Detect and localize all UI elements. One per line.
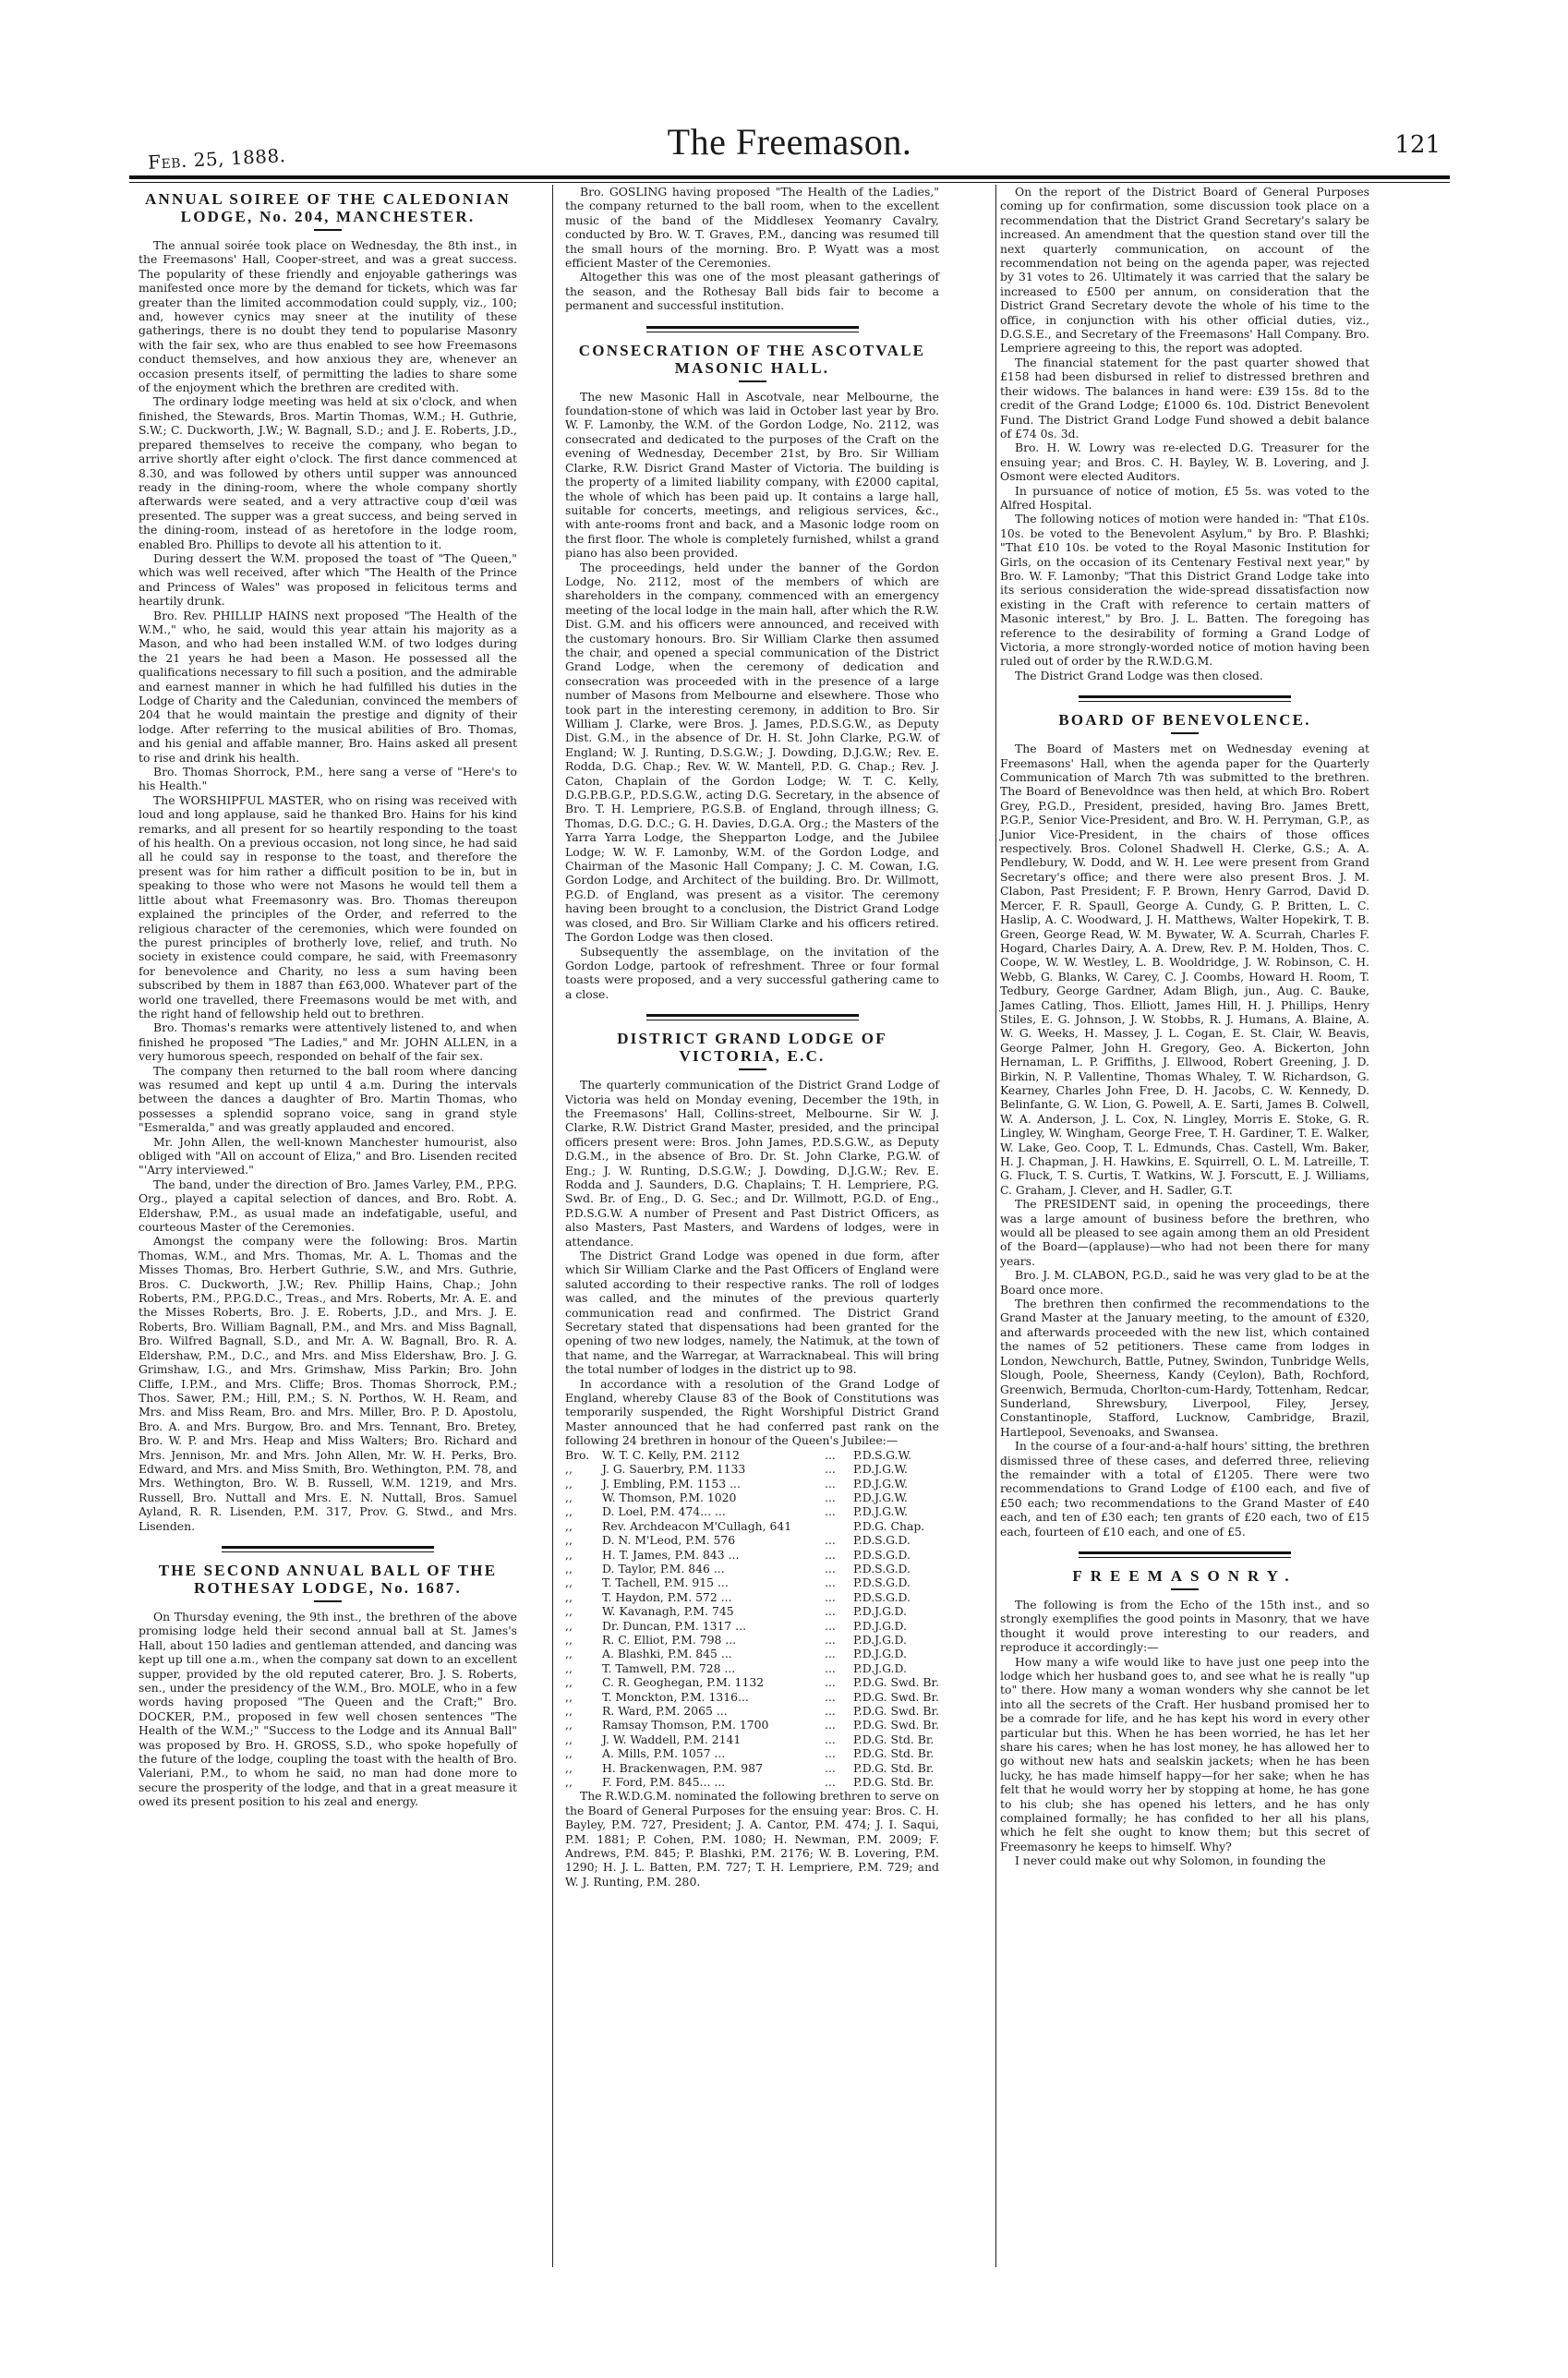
jubilee-list-row — [565, 1562, 939, 1575]
brother-name: C. R. Geoghegan, P.M. 1132 — [602, 1675, 765, 1690]
paragraph: In accordance with a resolution of the Grand Lodge of England, whereby Clause 83 of the Book of Constitutions was temporarily suspended, the Right Worshipful District Grand Master announced that he had conferred past rank on the following 24 brethren in honour of the Queen's Jubilee:— — [565, 1376, 939, 1448]
brother-name: T. Tamwell, P.M. 728 ... — [602, 1660, 736, 1675]
brother-name: A. Mills, P.M. 1057 ... — [602, 1746, 726, 1761]
paragraph: The ordinary lodge meeting was held at six o'clock, and when finished, the Stewards, Bros. Martin Thomas, W.M.; H. Guthrie, S.W.; C. Duckworth, J.W.; W. Bagnall, S.D.; and J. E. Roberts, J.D., prepared themselves to receive the company, who began to arrive shortly after eight o'clock. The first dance commenced at 8.30, and was followed by others until supper was announced ready in the dining-room, where the whole company shortly afterwards were seated, and a very attractive coup d'œil was presented. The supper was a great success, and being served in the dining-room, instead of as heretofore in the lodge room, enabled Bro. Phillips to devote all his attention to it. — [139, 394, 517, 551]
list-prefix: ,, — [565, 1718, 573, 1732]
list-prefix: ,, — [565, 1618, 573, 1633]
leader-dots: ... — [825, 1618, 836, 1633]
jubilee-list-row — [565, 1761, 939, 1775]
headline-dash — [1171, 732, 1199, 734]
conferred-rank: P.D.G. Std. Br. — [852, 1746, 935, 1761]
article-caledonian-soiree — [139, 190, 517, 1533]
jubilee-list-row — [565, 1732, 939, 1746]
leader-dots: ... — [825, 1604, 836, 1619]
paragraph: The Board of Masters met on Wednesday evening at Freemasons' Hall, when the agenda paper for the Quarterly Communication of March 7th was submitted to the brethren. The Board of Benevoldnce was then held, at which Bro. Robert Grey, P.G.D., President, presided, having Bro. James Brett, P.G.P., Senior Vice-President, and Bro. W. H. Perryman, G.P., as Junior Vice-President, in the chairs of those offices respectively. Bros. Colonel Shadwell H. Clerke, G.S.; A. A. Pendlebury, W. Dodd, and W. H. Lee were present from Grand Secretary's office; and there were also present Bros. J. M. Clabon, Past President; F. P. Brown, Henry Garrod, David D. Mercer, F. R. Spaull, George A. Cundy, G. P. Britten, L. C. Haslip, A. C. Woodward, J. H. Matthews, Walter Hopekirk, T. B. Green, George Read, W. M. Bywater, W. A. Scurrah, Charles F. Hogard, Charles Dairy, A. A. Drew, Rev. P. M. Holden, Thos. C. Coope, W. W. Westley, L. B. Wooldridge, J. W. Robinson, C. H. Webb, G. Blanks, W. Carey, C. J. Coombs, Howard H. Room, T. Tedbury, George Gardner, Adam Bligh, jun., Aug. C. Bauke, James Catling, Thos. Elliott, James Hill, H. J. Phillips, Henry Stiles, E. G. Johnson, J. W. Stobbs, R. J. Humans, A. Blaine, A. W. G. Weeks, H. Massey, J. L. Cogan, E. St. Clair, W. Beavis, George Palmer, John H. Gregory, Geo. A. Bickerton, John Hernaman, L. P. Griffiths, J. Ellwood, Robert Greening, J. D. Birkin, N. P. Vallentine, Thomas Whaley, T. W. Richardson, G. Kearney, Charles John Free, D. H. Jacobs, C. W. Kennedy, D. Belinfante, G. W. Lion, G. Powell, A. E. Sarti, James B. Colwell, W. A. Anderson, J. L. Cox, N. Lingley, Morris E. Stoke, G. R. Lingley, W. Wingham, George Free, T. H. Gardiner, T. E. Walker, W. Lake, Geo. Coop, T. L. Edmunds, Chas. Castell, Wm. Baker, H. J. Chapman, J. H. Hawkins, E. Squirrell, O. L. M. Latreille, T. G. Fluck, T. S. Curtis, T. Watkins, W. J. Forscutt, E. J. Williams, C. Graham, J. Clever, and H. Sadler, G.T. — [1000, 742, 1369, 1197]
jubilee-list-row — [565, 1675, 939, 1689]
article-headline: FREEMASONRY. — [1072, 1566, 1297, 1585]
conferred-rank: P.D.G. Std. Br. — [852, 1760, 935, 1775]
section-divider — [1079, 1551, 1291, 1558]
page-number: 121 — [1394, 131, 1441, 159]
conferred-rank: P.D.G. Std. Br. — [852, 1775, 935, 1790]
conferred-rank: P.D.S.G.D. — [852, 1533, 911, 1548]
conferred-rank: P.D.G. Swd. Br. — [852, 1704, 939, 1718]
jubilee-list-row — [565, 1533, 939, 1547]
brother-name: D. Taylor, P.M. 846 ... — [602, 1561, 725, 1575]
list-prefix: ,, — [565, 1561, 573, 1575]
list-prefix: ,, — [565, 1533, 573, 1548]
masthead-rule-thin — [129, 182, 1450, 183]
headline-dash — [739, 1068, 766, 1070]
brother-name: Ramsay Thomson, P.M. 1700 — [602, 1718, 769, 1732]
brother-name: R. C. Elliot, P.M. 798 ... — [602, 1632, 737, 1647]
section-divider — [646, 1014, 859, 1020]
leader-dots: ... — [825, 1746, 836, 1761]
conferred-rank: P.D.J.G.W. — [852, 1476, 908, 1491]
paragraph: During dessert the W.M. proposed the toast of "The Queen," which was well received, after which "The Health of the Prince and Princess of Wales" was proposed in felicitous terms and heartily drunk. — [139, 550, 517, 609]
list-prefix: ,, — [565, 1775, 573, 1790]
paragraph: The brethren then confirmed the recommendations to the Grand Master at the January meeting, to the amount of £320, and afterwards proceeded with the new list, which contained the names of 52 petitioners. These came from lodges in London, Newchurch, Battle, Putney, Swindon, Tunbridge Wells, Slough, Poole, Sheerness, Kandy (Ceylon), Bath, Rochford, Greenwich, Bermuda, Chorlton-cum-Hardy, Tottenham, Redcar, Sunderland, Shrewsbury, Liverpool, Filey, Jersey, Constantinople, Stafford, Lucknow, Cambridge, Brazil, Hartlepool, Sevenoaks, and Swansea. — [1000, 1297, 1369, 1439]
jubilee-list-row — [565, 1746, 939, 1760]
conferred-rank: P.D.G. Swd. Br. — [852, 1689, 939, 1704]
column-1 — [139, 185, 517, 1809]
jubilee-list-row — [565, 1647, 939, 1660]
list-prefix: ,, — [565, 1518, 573, 1533]
leader-dots: ... — [825, 1504, 836, 1519]
list-prefix: ,, — [565, 1476, 573, 1491]
section-divider — [646, 326, 859, 332]
conferred-rank: P.D.G. Swd. Br. — [852, 1718, 939, 1732]
jubilee-list-row — [565, 1775, 939, 1789]
headline-dash — [1171, 1588, 1199, 1590]
paragraph: Bro. Rev. PHILLIP HAINS next proposed "The Health of the W.M.," who, he said, would this year attain his majority as a Mason, and who had been installed W.M. of two lodges during the 21 years he had been a Mason. He possessed all the qualifications necessary to fill such a position, and the admirable and earnest manner in which he had fulfilled his duties in the Lodge of Charity and the Caledunian, convinced the members of 204 that he would maintain the prestige and dignity of their lodge. After referring to the musical abilities of Bro. Thomas, and his genial and affable manner, Bro. Hains asked all present to rise and drink his health. — [139, 608, 517, 765]
leader-dots: ... — [825, 1447, 836, 1462]
masthead-rule — [129, 175, 1450, 179]
conferred-rank: P.D.S.G.D. — [852, 1575, 911, 1590]
paragraph: Bro. GOSLING having proposed "The Health of the Ladies," the company returned to the ball room, when to the excellent music of the band of the Middlesex Yeomanry Cavalry, conducted by Bro. W. T. Graves, P.M., dancing was resumed till the small hours of the morning. Bro. P. Wyatt was a most efficient Master of the Ceremonies. — [565, 185, 939, 271]
jubilee-list-row — [565, 1633, 939, 1647]
list-prefix: ,, — [565, 1462, 573, 1477]
conferred-rank: P.D.S.G.W. — [852, 1447, 912, 1462]
paragraph: How many a wife would like to have just one peep into the lodge which her husband goes to, and see what he is really "up to" there. How many a woman wonders why she cannot be let into all the secrets of the Craft. Her husband promised her to be a comrade for life, and he has kept his word in every other particular but this. When he has been worried, he has let her share his cares; when he has lost money, he has allowed her to go without new hats and sealskin jackets; when he has been lucky, he has made himself happy—for her sake; when he has felt that he would worry her by stopping at home, he has gone to his club; she has opened his letters, and he has only complained formally; he has confided to her all his plans, which he felt she ought to know them; but this secret of Freemasonry he keeps to himself. Why? — [1000, 1654, 1369, 1853]
brother-name: F. Ford, P.M. 845... ... — [602, 1775, 726, 1790]
leader-dots: ... — [825, 1718, 836, 1732]
article-district-grand-lodge-victoria-continued — [1000, 185, 1369, 682]
paragraph: Mr. John Allen, the well-known Manchester humourist, also obliged with "All on account of Eliza," and Bro. Lisenden recited "'Arry interviewed." — [139, 1134, 517, 1177]
conferred-rank: P.D.J.G.D. — [852, 1618, 907, 1633]
paragraph: The following notices of motion were handed in: "That £10s. 10s. be voted to the Benevolent Asylum," by Bro. P. Blashki; "That £10 10s. be voted to the Royal Masonic Institution for Girls, on the occasion of its Centenary Festival next year," by Bro. W. F. Lamonby; "That this District Grand Lodge take into its serious consideration the wide-spread dissatisfaction now existing in the Craft with reference to certain matters of Masonic interest," by Bro. J. L. Batten. The foregoing has reference to the desirability of forming a Grand Lodge of Victoria, a more strongly-worded notice of motion having been ruled out of order by the R.W.D.G.M. — [1000, 512, 1369, 669]
paragraph: The PRESIDENT said, in opening the proceedings, there was a large amount of business before the brethren, who would all be pleased to see again among them an old President of the Board—(applause)—who had not been there for many years. — [1000, 1197, 1369, 1268]
leader-dots: ... — [825, 1632, 836, 1647]
list-prefix: ,, — [565, 1689, 573, 1704]
leader-dots: ... — [825, 1533, 836, 1548]
jubilee-list-row — [565, 1548, 939, 1562]
jubilee-list-row — [565, 1690, 939, 1704]
conferred-rank: P.D.G. Std. Br. — [852, 1732, 935, 1746]
leader-dots: ... — [825, 1760, 836, 1775]
column-3 — [1000, 185, 1369, 1868]
conferred-rank: P.D.G. Swd. Br. — [852, 1675, 939, 1690]
jubilee-list-row — [565, 1519, 939, 1533]
paragraph: The band, under the direction of Bro. James Varley, P.M., P.P.G. Org., played a capital selection of dances, and Bro. Robt. A. Eldershaw, P.M., as usual made an indefatigable, useful, and courteous Master of the Ceremonies. — [139, 1177, 517, 1235]
paragraph: The annual soirée took place on Wednesday, the 8th inst., in the Freemasons' Hall, Cooper-street, and was a great success. The popularity of these friendly and enjoyable gatherings was manifested once more by the demand for tickets, which was far greater than the limited accommodation could supply, viz., 100; and, however cynics may sneer at the inutility of these gatherings, there is no doubt they tend to popularise Masonry with the fair sex, who are thus enabled to see how Freemasons conduct themselves, and how anxious they are, whenever an occasion presents itself, of permitting the ladies to share some of the enjoyment which the brethren are credited with. — [139, 238, 517, 395]
list-prefix: ,, — [565, 1490, 573, 1504]
brother-name: W. Thomson, P.M. 1020 — [602, 1490, 737, 1504]
paragraph: In pursuance of notice of motion, £5 5s. was voted to the Alfred Hospital. — [1000, 483, 1369, 512]
article-headline: THE SECOND ANNUAL BALL OF THE ROTHESAY LODGE, No. 1687. — [158, 1561, 498, 1597]
list-prefix: ,, — [565, 1732, 573, 1746]
jubilee-list-row — [565, 1704, 939, 1718]
list-prefix: ,, — [565, 1675, 573, 1690]
leader-dots: ... — [825, 1476, 836, 1491]
brother-name: D. N. M'Leod, P.M. 576 — [602, 1533, 736, 1548]
conferred-rank: P.D.J.G.W. — [852, 1462, 908, 1477]
jubilee-list-row — [565, 1604, 939, 1618]
leader-dots: ... — [825, 1689, 836, 1704]
brother-name: R. Ward, P.M. 2065 ... — [602, 1704, 728, 1718]
paragraph: Subsequently the assemblage, on the invitation of the Gordon Lodge, partook of refreshment. Three or four formal toasts were proposed, and a very successful gathering came to a close. — [565, 944, 939, 1001]
paragraph: The R.W.D.G.M. nominated the following brethren to serve on the Board of General Purposes for the ensuing year: Bros. C. H. Bayley, P.M. 727, President; J. A. Cantor, P.M. 474; J. I. Saqui, P.M. 1881; P. Cohen, P.M. 1080; H. Newman, P.M. 2009; F. Andrews, P.M. 845; P. Blashki, P.M. 2176; W. B. Lovering, P.M. 1290; H. J. L. Batten, P.M. 727; T. H. Lempriere, P.M. 729; and W. J. Runting, P.M. 280. — [565, 1789, 939, 1889]
paragraph: Bro. Thomas Shorrock, P.M., here sang a verse of "Here's to his Health." — [139, 765, 517, 793]
brother-name: W. T. C. Kelly, P.M. 2112 — [602, 1447, 740, 1462]
paragraph: The new Masonic Hall in Ascotvale, near Melbourne, the foundation-stone of which was laid in October last year by Bro. W. F. Lamonby, the W.M. of the Gordon Lodge, No. 2112, was consecrated and dedicated to the purposes of the Craft on the evening of Wednesday, December 21st, by Bro. Sir William Clarke, R.W. Disrict Grand Master of Victoria. The building is the property of a limited liability company, with £2000 capital, the whole of which has been paid up. It contains a large hall, suitable for concerts, meetings, and religious services, &c., with ante-rooms front and back, and a Masonic lodge room on the first floor. The whole is completely furnished, whilst a grand piano has also been provided. — [565, 389, 939, 561]
paragraph: Bro. J. M. CLABON, P.G.D., said he was very glad to be at the Board once more. — [1000, 1268, 1369, 1297]
jubilee-list-row — [565, 1448, 939, 1462]
conferred-rank: P.D.J.G.D. — [852, 1647, 907, 1661]
article-headline: CONSECRATION OF THE ASCOTVALE MASONIC HALL. — [578, 341, 926, 377]
brother-name: J. Embling, P.M. 1153 ... — [602, 1476, 741, 1491]
article-ascotvale-consecration — [565, 342, 939, 1001]
conferred-rank: P.D.J.G.D. — [852, 1604, 907, 1619]
leader-dots: ... — [825, 1660, 836, 1675]
paragraph: I never could make out why Solomon, in founding the — [1015, 1853, 1326, 1868]
paragraph: The proceedings, held under the banner of the Gordon Lodge, No. 2112, most of the members of which are shareholders in the company, commenced with an emergency meeting of the local lodge in the main hall, after which the R.W. Dist. G.M. and his officers were announced, and received with the customary honours. Bro. Sir William Clarke then assumed the chair, and opened a special communication of the District Grand Lodge, when the ceremony of dedication and consecration was proceeded with in the presence of a large number of Masons from Melbourne and elsewhere. Those who took part in the interesting ceremony, in addition to Bro. Sir William J. Clarke, were Bros. J. James, P.D.S.G.W., as Deputy Dist. G.M., in the absence of Dr. H. St. John Clarke, P.G.W. of England; W. J. Runting, D.S.G.W.; J. Dowding, D.J.G.W.; Rev. E. Rodda, D.G. Chap.; Rev. W. W. Mantell, P.D. G. Chap.; Rev. J. Caton, Chaplain of the Gordon Lodge; W. T. C. Kelly, D.G.P.B.G.P., P.D.S.G.W., acting D.G. Secretary, in the absence of Bro. T. H. Lempriere, P.G.S.B. of England, through illness; G. Thomas, D.G. D.C.; G. H. Davies, D.G.A. Org.; the Masters of the Yarra Yarra Lodge, the Shepparton Lodge, and the Jubilee Lodge; W. W. F. Lamonby, W.M. of the Gordon Lodge, and Chairman of the Masonic Hall Company; J. C. M. Cowan, I.G. Gordon Lodge, and Architect of the building. Bro. Dr. Willmott, P.G.D. of England, was present as a visitor. The ceremony having been brought to a conclusion, the District Grand Lodge was closed, and Bro. Sir William Clarke and his officers retired. The Gordon Lodge was then closed. — [565, 560, 939, 945]
column-divider — [995, 185, 996, 2267]
leader-dots: ... — [825, 1561, 836, 1575]
list-prefix: ,, — [565, 1589, 573, 1604]
list-prefix: ,, — [565, 1632, 573, 1647]
brother-name: W. Kavanagh, P.M. 745 — [602, 1604, 734, 1619]
paragraph: The following is from the Echo of the 15th inst., and so strongly exemplifies the good points in Masonry, that we have thought it would prove interesting to our readers, and reproduce it accordingly:— — [1000, 1597, 1369, 1655]
paragraph: The District Grand Lodge was opened in due form, after which Sir William Clarke and the Past Officers of England were saluted according to their respective ranks. The roll of lodges was called, and the minutes of the previous quarterly communication read and confirmed. The District Grand Secretary stated that dispensations had been granted for the opening of two new lodges, namely, the Natimuk, at the town of that name, and the Warregar, at Warracknabeal. This will bring the total number of lodges in the district up to 98. — [565, 1249, 939, 1377]
list-prefix: ,, — [565, 1504, 573, 1519]
jubilee-list-row — [565, 1619, 939, 1633]
paragraph: Altogether this was one of the most pleasant gatherings of the season, and the Rothesay Ball bids fair to become a permanent and successful institution. — [565, 270, 939, 313]
issue-date: Feb. 25, 1888. — [147, 144, 287, 174]
jubilee-honours-list — [565, 1448, 939, 1790]
brother-name: H. Brackenwagen, P.M. 987 — [602, 1760, 763, 1775]
jubilee-list-row — [565, 1661, 939, 1675]
paragraph: The company then returned to the ball room where dancing was resumed and kept up until 4 a.m. During the intervals between the dances a daughter of Bro. Martin Thomas, who possesses a splendid soprano voice, sang in grand style "Esmeralda," and was greatly applauded and encored. — [139, 1063, 517, 1135]
list-prefix: ,, — [565, 1760, 573, 1775]
list-prefix: ,, — [565, 1647, 573, 1661]
paragraph: In the course of a four-and-a-half hours' sitting, the brethren dismissed three of these cases, and deferred three, relieving the remainder with a total of £1205. There were two recommendations to Grand Lodge of £100 each, and five of £50 each; two recommendations to the Grand Master of £40 each, and ten of £30 each; ten grants of £20 each, two of £15 each, fourteen of £10 each, and one of £5. — [1000, 1439, 1369, 1539]
jubilee-list-row — [565, 1477, 939, 1491]
article-headline: ANNUAL SOIREE OF THE CALEDONIAN LODGE, No. 204, MANCHESTER. — [145, 190, 511, 225]
paragraph: Amongst the company were the following: Bros. Martin Thomas, W.M., and Mrs. Thomas, Mr. A. L. Thomas and the Misses Thomas, Bro. Herbert Guthrie, S.W., and Mrs. Guthrie, Bros. C. Duckworth, J.W.; Rev. Phillip Hains, Chap.; John Roberts, P.M., P.P.G.D.C., Treas., and Mrs. Roberts, Mr. A. E. and the Misses Roberts, Bro. J. E. Roberts, J.D., and Mrs. J. E. Roberts, Bro. William Bagnall, P.M., and Mrs. and Miss Bagnall, Bro. Wilfred Bagnall, S.D., and Mr. A. W. Bagnall, Bro. R. A. Eldershaw, P.M., D.C., and Mrs. and Miss Eldershaw, Bro. J. G. Grimshaw, I.G., and Mrs. Grimshaw, Miss Parkin; Bro. John Cliffe, I.P.M., and Mrs. Cliffe; Bros. Thomas Shorrock, P.M.; Thos. Sawer, P.M.; Hill, P.M.; S. N. Porthos, W. H. Ream, and Mrs. and Miss Ream, Bro. and Mrs. Miller, Bro. P. D. Apostolu, Bro. A. and Mrs. Burgow, Bro. and Mrs. Tennant, Bro. Bretey, Bro. W. P. and Mrs. Heap and Miss Walters; Bro. Richard and Mrs. Jennison, Mr. and Mrs. John Allen, Mr. W. H. Perks, Bro. Edward, and Mrs. and Miss Smith, Bro. Wethington, P.M. 78, and Mrs. Wethington, Bro. W. B. Russell, W.M. 1219, and Mrs. Russell, Bro. Nuttall and Mrs. E. N. Nuttall, Bros. Samuel Ayland, R. R. Lisenden, P.M. 317, Prov. G. Stwd., and Mrs. Lisenden. — [139, 1234, 517, 1533]
leader-dots: ... — [825, 1775, 836, 1790]
article-headline: DISTRICT GRAND LODGE OF VICTORIA, E.C. — [617, 1030, 887, 1066]
jubilee-list-row — [565, 1491, 939, 1504]
conferred-rank: P.D.J.G.W. — [852, 1490, 908, 1504]
leader-dots: ... — [825, 1490, 836, 1504]
list-prefix: ,, — [565, 1604, 573, 1619]
paragraph: The WORSHIPFUL MASTER, who on rising was received with loud and long applause, said he thanked Bro. Hains for his kind remarks, and all present for so heartily responding to the toast of his health. On a previous occasion, not long since, he had said all he could say in response to the toast, and therefore the present was for him rather a difficult position to be in, but in speaking to those who were not Masons he would tell them a little about what Freemasonry was. Bro. Thomas thereupon explained the principles of the Order, and referred to the religious character of the ceremonies, which were founded on the purest principles of brotherly love, relief, and truth. No society in existence could compare, he said, with Freemasonry for benevolence and Charity, no less a sum having been subscribed by them in 1887 than £63,000. Whatever part of the world one travelled, there Freemasons would be met with, and the right hand of fellowship held out to brethren. — [139, 792, 517, 1020]
leader-dots: ... — [825, 1675, 836, 1690]
paragraph: The District Grand Lodge was then closed. — [1015, 668, 1263, 682]
conferred-rank: P.D.J.G.D. — [852, 1660, 907, 1675]
section-divider — [1079, 695, 1291, 702]
headline-dash — [739, 380, 766, 382]
conferred-rank: P.D.G. Chap. — [852, 1518, 925, 1533]
leader-dots: ... — [825, 1547, 836, 1562]
brother-name: T. Haydon, P.M. 572 ... — [602, 1589, 732, 1604]
article-headline: BOARD OF BENEVOLENCE. — [1058, 711, 1311, 730]
conferred-rank: P.D.S.G.D. — [852, 1589, 911, 1604]
conferred-rank: P.D.S.G.D. — [852, 1547, 911, 1562]
article-board-of-benevolence — [1000, 711, 1369, 1539]
conferred-rank: P.D.S.G.D. — [852, 1561, 911, 1575]
jubilee-list-row — [565, 1575, 939, 1589]
jubilee-list-row — [565, 1718, 939, 1732]
list-prefix: ,, — [565, 1575, 573, 1590]
brother-name: J. W. Waddell, P.M. 2141 — [602, 1732, 742, 1746]
section-divider — [222, 1546, 434, 1552]
brother-name: T. Tachell, P.M. 915 ... — [602, 1575, 729, 1590]
paragraph: On Thursday evening, the 9th inst., the brethren of the above promising lodge held their second annual ball at St. James's Hall, about 150 ladies and gentleman attended, and dancing was kept up till one a.m., when the company sat down to an excellent supper, provided by the old reputed caterer, Bro. J. S. Roberts, sen., under the presidency of the W.M., Bro. MOLE, who in a few words having proposed "The Queen and the Craft;" Bro. DOCKER, P.M., proposed in few well chosen sentences "The Health of the W.M.;" "Success to the Lodge and its Annual Ball" was proposed by Bro. H. GROSS, S.D., who spoke hopefully of the future of the lodge, coupling the toast with the health of Bro. Valeriani, P.M., to whom he said, no man had done more to secure the prosperity of the lodge, and that in a great measure it owed its present position to his zeal and energy. — [139, 1609, 517, 1809]
jubilee-list-row — [565, 1504, 939, 1518]
jubilee-list-row — [565, 1590, 939, 1604]
brother-name: A. Blashki, P.M. 845 ... — [602, 1647, 732, 1661]
paragraph: The financial statement for the past quarter showed that £158 had been disbursed in relief to distressed brethren and their widows. The balances in hand were: £39 15s. 8d to the credit of the Grand Lodge; £1000 6s. 10d. District Benevolent Fund. The District Grand Lodge Fund showed a debit balance of £74 0s. 3d. — [1000, 355, 1369, 441]
leader-dots: ... — [825, 1704, 836, 1718]
paragraph: On the report of the District Board of General Purposes coming up for confirmation, some discussion took place on a recommendation that the District Grand Secretary's salary be increased. An amendment that the question stand over till the next quarterly communication, on account of the recommendation not being on the agenda paper, was rejected by 31 votes to 26. Ultimately it was carried that the salary be increased to £500 per annum, on consideration that the District Grand Secretary devote the whole of his time to the office, in conjunction with his other official duties, viz., D.G.S.E., and Secretary of the Freemasons' Hall Company. Bro. Lempriere agreeing to this, the report was adopted. — [1000, 185, 1369, 356]
brother-name: H. T. James, P.M. 843 ... — [602, 1547, 740, 1562]
list-prefix: ,, — [565, 1704, 573, 1718]
leader-dots — [807, 1519, 853, 1533]
list-prefix: Bro. — [565, 1447, 590, 1462]
leader-dots: ... — [825, 1647, 836, 1661]
brother-name: T. Monckton, P.M. 1316... — [602, 1689, 749, 1704]
headline-dash — [314, 1600, 342, 1602]
brother-name: Dr. Duncan, P.M. 1317 ... — [602, 1618, 747, 1633]
article-rothesay-ball — [139, 1562, 517, 1809]
brother-name: Rev. Archdeacon M'Cullagh, 641 — [602, 1518, 792, 1533]
paragraph: The quarterly communication of the District Grand Lodge of Victoria was held on Monday evening, December the 19th, in the Freemasons' Hall, Collins-street, Melbourne. Sir W. J. Clarke, R.W. District Grand Master, presided, and the principal officers present were: Bros. John James, P.D.S.G.W., as Deputy D.G.M., in the absence of Bro. Dr. St. John Clarke, P.G.W. of Eng.; J. W. Runting, D.S.G.W.; J. Dowding, D.J.G.W.; Rev. E. Rodda and J. Saunders, D.G. Chaplains; T. H. Lempriere, P.G. Swd. Br. of Eng., D. G. Sec.; and Dr. Willmott, P.G.D. of Eng., P.D.S.G.W. A number of Present and Past District Officers, as also Masters, Past Masters, and Wardens of lodges, were in attendance. — [565, 1078, 939, 1249]
conferred-rank: P.D.J.G.W. — [852, 1504, 908, 1519]
leader-dots: ... — [825, 1462, 836, 1477]
leader-dots: ... — [825, 1575, 836, 1590]
column-divider — [552, 185, 553, 2267]
brother-name: D. Loel, P.M. 474... ... — [602, 1504, 726, 1519]
brother-name: J. G. Sauerbry, P.M. 1133 — [602, 1462, 746, 1477]
leader-dots: ... — [825, 1732, 836, 1746]
article-district-grand-lodge-victoria — [565, 1030, 939, 1889]
headline-dash — [314, 229, 342, 231]
newspaper-title: The Freemason. — [667, 121, 912, 163]
paragraph: Bro. H. W. Lowry was re-elected D.G. Treasurer for the ensuing year; and Bros. C. H. Bayley, W. B. Lovering, and J. Osmont were elected Auditors. — [1000, 441, 1369, 484]
paragraph: Bro. Thomas's remarks were attentively listened to, and when finished he proposed "The Ladies," and Mr. JOHN ALLEN, in a very humorous speech, responded on behalf of the fair sex. — [139, 1020, 517, 1064]
list-prefix: ,, — [565, 1746, 573, 1761]
list-prefix: ,, — [565, 1547, 573, 1562]
list-prefix: ,, — [565, 1660, 573, 1675]
conferred-rank: P.D.J.G.D. — [852, 1632, 907, 1647]
column-2 — [565, 185, 939, 1889]
article-freemasonry — [1000, 1567, 1369, 1868]
leader-dots: ... — [825, 1589, 836, 1604]
article-rothesay-ball-continued — [565, 185, 939, 313]
jubilee-list-row — [565, 1462, 939, 1476]
masthead — [129, 111, 1450, 175]
